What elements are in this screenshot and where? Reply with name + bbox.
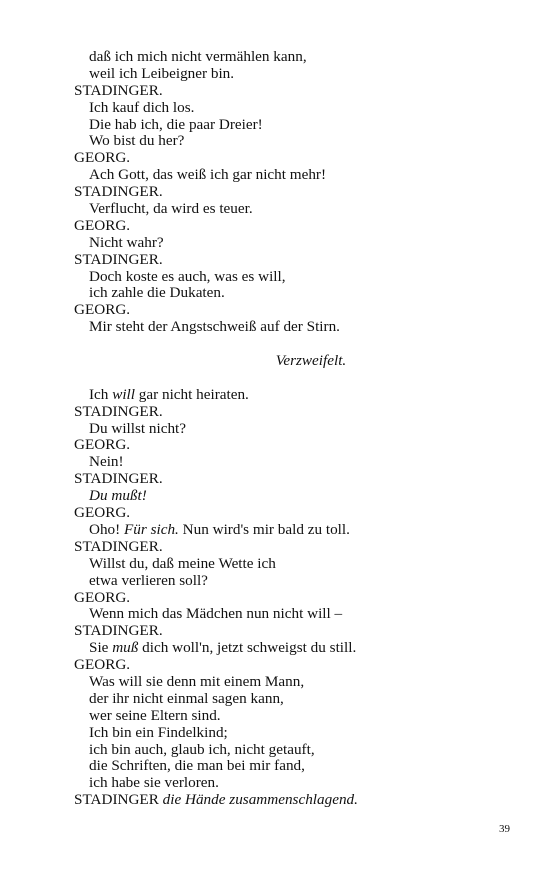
text-run: Ich (89, 385, 113, 403)
italic-text: will (112, 385, 135, 403)
verse-line (74, 758, 514, 775)
text-run: Sie (89, 639, 113, 657)
text-run: Was will sie denn mit einem Mann, (89, 672, 305, 690)
verse-line (74, 488, 514, 505)
speaker-name (74, 218, 514, 235)
text-run: Wenn mich das Mädchen nun nicht will – (89, 605, 343, 623)
speaker-name (74, 505, 514, 522)
verse-line (74, 522, 514, 539)
verse-line (74, 573, 514, 590)
text-run: Nicht wahr? (89, 233, 164, 251)
speaker-name (74, 404, 514, 421)
play-text (74, 49, 514, 809)
verse-line (74, 387, 514, 404)
blank-line (74, 370, 514, 387)
text-run: Nun wird's mir bald zu toll. (178, 520, 350, 538)
text-run: Verzweifelt. (275, 352, 347, 370)
verse-line (74, 319, 514, 336)
verse-line (74, 640, 514, 657)
text-run: Verflucht, da wird es teuer. (89, 200, 253, 218)
italic-text: Du mußt! (89, 487, 147, 505)
verse-line (74, 742, 514, 759)
speaker-name (74, 150, 514, 167)
text-run: Nein! (89, 453, 124, 471)
verse-line (74, 454, 514, 471)
text-run: gar nicht heiraten. (135, 385, 249, 403)
text-run: Ich kauf dich los. (89, 98, 195, 116)
blank-line (74, 336, 514, 353)
speaker-name (74, 184, 514, 201)
text-run: Oho! (89, 520, 125, 538)
text-run: der ihr nicht einmal sagen kann, (89, 689, 284, 707)
text-run: STADINGER. (74, 81, 163, 99)
speaker-name (74, 590, 514, 607)
verse-line (74, 674, 514, 691)
speaker-name (74, 623, 514, 640)
text-run: dich woll'n, jetzt schweigst du still. (138, 639, 357, 657)
text-run: etwa verlieren soll? (89, 571, 208, 589)
text-run: Ich bin ein Findelkind; (89, 723, 228, 741)
text-run: GEORG. (74, 504, 131, 522)
verse-line (74, 100, 514, 117)
text-run: Willst du, daß meine Wette ich (89, 554, 276, 572)
text-run: Ach Gott, das weiß ich gar nicht mehr! (89, 166, 327, 184)
verse-line (74, 167, 514, 184)
verse-line (74, 421, 514, 438)
speaker-name (74, 471, 514, 488)
text-run: GEORG. (74, 301, 131, 319)
italic-text: muß (112, 639, 139, 657)
verse-line (74, 235, 514, 252)
verse-line (74, 708, 514, 725)
speaker-name (74, 792, 514, 809)
speaker-name (74, 539, 514, 556)
text-run: weil ich Leibeigner bin. (89, 64, 235, 82)
verse-line (74, 49, 514, 66)
verse-line (74, 133, 514, 150)
text-run: GEORG. (74, 656, 131, 674)
speaker-name (74, 657, 514, 674)
text-run: die Schriften, die man bei mir fand, (89, 757, 305, 775)
text-run: Die hab ich, die paar Dreier! (89, 115, 263, 133)
text-run: GEORG. (74, 436, 131, 454)
verse-line (74, 269, 514, 286)
speaker-name (74, 302, 514, 319)
verse-line (74, 201, 514, 218)
text-run: wer seine Eltern sind. (89, 706, 221, 724)
text-run: ich bin auch, glaub ich, nicht getauft, (89, 740, 315, 758)
verse-line (74, 117, 514, 134)
text-run: GEORG. (74, 588, 131, 606)
italic-text: Für sich. (124, 520, 179, 538)
text-run: GEORG. (74, 149, 131, 167)
text-run: STADINGER. (74, 537, 163, 555)
text-run: Mir steht der Angstschweiß auf der Stirn. (89, 318, 340, 336)
verse-line (74, 285, 514, 302)
verse-line (74, 606, 514, 623)
text-run: STADINGER. (74, 470, 163, 488)
text-run: daß ich mich nicht vermählen kann, (89, 48, 307, 65)
text-run: STADINGER. (74, 250, 163, 268)
verse-line (74, 775, 514, 792)
text-run: ich zahle die Dukaten. (89, 284, 225, 302)
text-run: Wo bist du her? (89, 132, 185, 150)
speaker-name (74, 252, 514, 269)
page-number: 39 (499, 823, 510, 835)
text-run: Doch koste es auch, was es will, (89, 267, 286, 285)
text-run: STADINGER. (74, 622, 163, 640)
verse-line (74, 66, 514, 83)
stage-direction (74, 353, 514, 370)
italic-text: die Hände zusammenschlagend. (162, 791, 358, 809)
text-run: STADINGER. (74, 402, 163, 420)
text-run: STADINGER. (74, 183, 163, 201)
verse-line (74, 556, 514, 573)
text-run: GEORG. (74, 216, 131, 234)
text-run: Du willst nicht? (89, 419, 187, 437)
text-run: STADINGER (74, 791, 163, 809)
speaker-name (74, 437, 514, 454)
verse-line (74, 725, 514, 742)
verse-line (74, 691, 514, 708)
speaker-name (74, 83, 514, 100)
text-run: ich habe sie verloren. (89, 774, 219, 792)
